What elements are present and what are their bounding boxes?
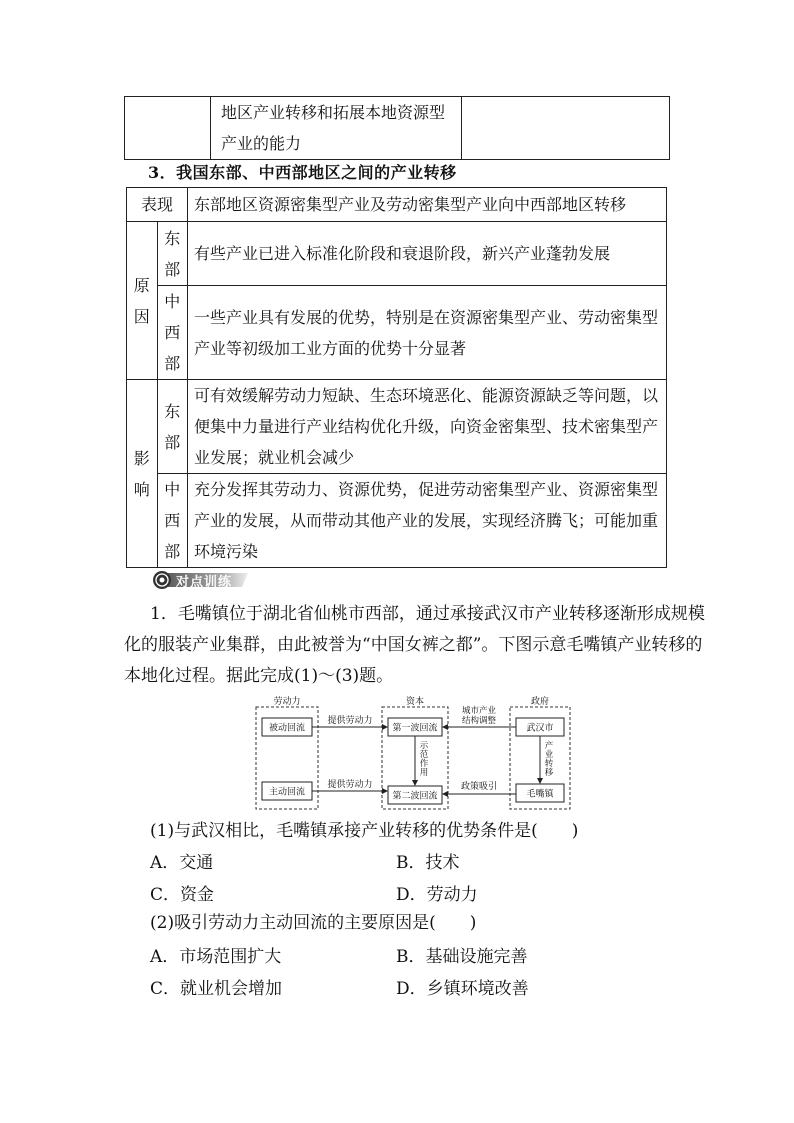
arrow-demo-char: 用 [419, 768, 429, 778]
top-table-empty-cell [462, 97, 670, 160]
label-zhongxibu [157, 286, 188, 380]
label-dongbu [157, 380, 188, 474]
arrow-policy-label: 政策吸引 [460, 782, 498, 792]
top-table-text-cell [211, 97, 462, 160]
box-active-label: 主动回流 [268, 787, 306, 798]
cell-line: 便集中力量进行产业结构优化升级，向资金密集型、技术密集型产 [194, 417, 659, 436]
cell-line: 产业等初级加工业方面的优势十分显著 [194, 338, 467, 358]
sub1-question: (1)与武汉相比，毛嘴镇承接产业转移的优势条件是( ) [150, 821, 579, 841]
label-char: 部 [164, 259, 181, 279]
sub1-option-d[interactable]: D．劳动力 [396, 885, 478, 905]
label-biaoxian: 表现 [127, 188, 188, 222]
label-char: 西 [164, 323, 181, 342]
box-wave1-label: 第一波回流 [392, 723, 438, 734]
top-table-line: 产业的能力 [221, 134, 302, 153]
sub2-option-a[interactable]: A．市场范围扩大 [150, 947, 282, 967]
label-char: 东 [164, 228, 181, 248]
label-char: 西 [164, 511, 181, 530]
training-badge [152, 570, 250, 590]
label-char: 原 [133, 275, 150, 295]
label-char: 中 [164, 480, 181, 499]
sub1-option-c[interactable]: C．资金 [150, 885, 215, 905]
sub2-option-d[interactable]: D．乡镇环境改善 [396, 979, 529, 999]
box-maozui-label: 毛嘴镇 [526, 789, 554, 800]
arrow-supply-bottom-label: 提供劳动力 [327, 780, 373, 790]
arrow-city-label-2: 结构调整 [461, 716, 497, 726]
industry-transfer-diagram [254, 694, 574, 812]
cell-yingxiang-dongbu [188, 380, 667, 474]
arrow-demo-char: 范 [419, 750, 429, 760]
cell-yingxiang-zhongxibu [188, 474, 667, 568]
box-wave2-label: 第二波回流 [392, 791, 438, 802]
arrow-city-label-1: 城市产业 [461, 706, 497, 716]
badge-label: 对点训练 [176, 575, 233, 590]
cell-line: 业发展；就业机会减少 [194, 448, 355, 467]
arrow-demo-char: 作 [419, 759, 429, 769]
transfer-table [126, 187, 667, 568]
label-char: 部 [164, 542, 181, 561]
cell-line: 一些产业具有发展的优势，特别是在资源密集型产业、劳动密集型 [194, 307, 659, 327]
cell-line: 产业的发展，从而带动其他产业的发展，实现经济腾飞；可能加重 [194, 511, 659, 530]
label-yingxiang [127, 380, 158, 568]
top-table-empty-cell [125, 97, 211, 160]
cell-yuanyin-dongbu: 有些产业已进入标准化阶段和衰退阶段，新兴产业蓬勃发展 [188, 222, 667, 286]
label-char: 部 [164, 432, 181, 452]
arrow-transfer-char: 移 [544, 768, 554, 778]
label-dongbu [157, 222, 188, 286]
cell-biaoxian: 东部地区资源密集型产业及劳动密集型产业向中西部地区转移 [188, 188, 667, 222]
label-yuanyin [127, 222, 158, 380]
top-table-line: 地区产业转移和拓展本地资源型 [221, 103, 446, 122]
arrow-demo-char: 示 [419, 741, 429, 751]
sub2-question: (2)吸引劳动力主动回流的主要原因是( ) [150, 913, 477, 933]
cell-line: 环境污染 [194, 542, 259, 561]
top-table [124, 96, 670, 160]
arrow-transfer-char: 业 [544, 750, 554, 760]
cell-line: 可有效缓解劳动力短缺、生态环境恶化、能源资源缺乏等问题，以 [194, 386, 659, 405]
label-zhongxibu [157, 474, 188, 568]
arrow-transfer-char: 产 [544, 741, 554, 751]
col-labour-label: 劳动力 [273, 697, 301, 707]
sub1-option-b[interactable]: B．技术 [396, 853, 460, 873]
box-passive-label: 被动回流 [268, 723, 306, 734]
col-gov-label: 政府 [530, 697, 550, 707]
label-char: 部 [164, 354, 181, 373]
label-char: 影 [133, 448, 150, 468]
section-title: 3．我国东部、中西部地区之间的产业转移 [148, 163, 457, 182]
label-char: 因 [133, 306, 150, 326]
sub2-option-c[interactable]: C．就业机会增加 [150, 979, 283, 999]
sub1-option-a[interactable]: A．交通 [150, 853, 214, 873]
q1-stem-line: 1．毛嘴镇位于湖北省仙桃市西部，通过承接武汉市产业转移逐渐形成规模 [150, 604, 705, 624]
q1-stem-line: 化的服装产业集群，由此被誉为“中国女裤之都”。下图示意毛嘴镇产业转移的 [124, 635, 703, 655]
col-capital-label: 资本 [405, 697, 425, 707]
label-char: 中 [164, 292, 181, 311]
cell-line: 充分发挥其劳动力、资源优势，促进劳动密集型产业、资源密集型 [194, 480, 659, 499]
box-wuhan-label: 武汉市 [526, 723, 554, 734]
label-char: 响 [133, 479, 150, 499]
label-char: 东 [164, 401, 181, 421]
sub2-option-b[interactable]: B．基础设施完善 [396, 947, 528, 967]
arrow-supply-top-label: 提供劳动力 [327, 716, 373, 726]
q1-stem-line: 本地化过程。据此完成(1)～(3)题。 [124, 666, 394, 686]
arrow-transfer-char: 转 [544, 759, 554, 769]
cell-yuanyin-zhongxibu [188, 286, 667, 380]
